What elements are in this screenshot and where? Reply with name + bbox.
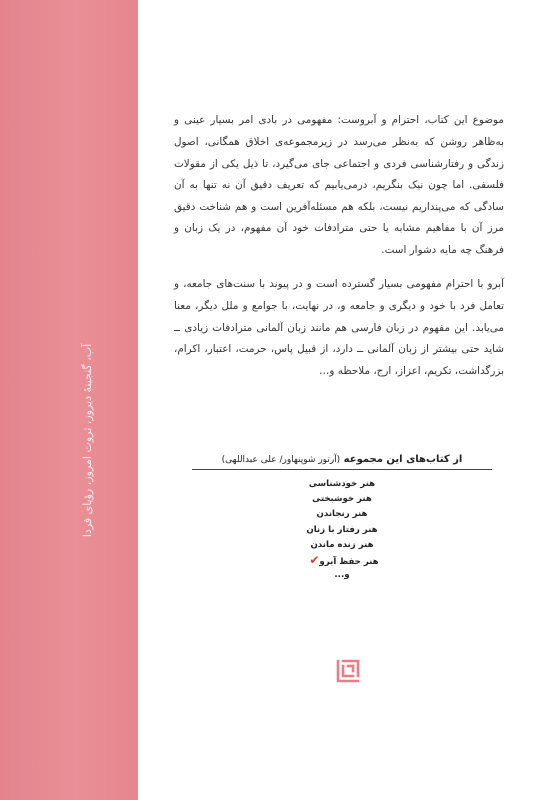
series-item — [192, 477, 492, 492]
series-item-label: هنر زنده ماندن — [310, 539, 374, 550]
series-item-label: هنر حفظ آبرو — [319, 556, 379, 567]
series-box — [192, 454, 492, 614]
spine-slogan: آب، گنجینهٔ دیروز، ثروت امروز، رؤیای فردا — [81, 343, 95, 537]
series-item-label: هنر رفتار با زنان — [306, 524, 378, 535]
series-list — [192, 477, 492, 583]
series-item-current — [192, 553, 492, 568]
series-subtitle: (آرتور شوپنهاور/ علی عبداللهی) — [221, 455, 341, 465]
description-paragraph-1: موضوع این کتاب، احترام و آبروست: مفهومی در بادی امر بسیار عینی و به‌ظاهر روشن که به‌نظر می‌رسد در زیرمجموعه‌ی اخلاق همگانی، اصول زندگی و رفتارشناسی فردی و اجتماعی جای می‌گیرد، تا ذیل یکی از مقولات فلسفی. اما چون نیک بنگریم، درمی‌یابیم که تعریف دقیق آن نه تنها به آن سادگی که می‌پنداریم نیست، بلکه هم مسئله‌آفرین است و هم شناخت دقیق مرز آن با مفاهیم مشابه یا حتی مترادفات خود آن مفهوم، در یک زبان و فرهنگ چه مایه دشوار است. — [174, 114, 504, 256]
spine-band — [0, 0, 138, 800]
description-paragraph-2: آبرو با احترام مفهومی بسیار گسترده است و در پیوند با سنت‌های جامعه، و تعامل فرد با خود و دیگری و جامعه و، در نهایت، با جوامع و ملل دیگر، معنا می‌یابد. این مفهوم در زبان فارسی هم مانند زبان آلمانی مترادفات زیادی ــ شاید حتی بیشتر از زبان آلمانی ــ دارد، از قبیل پاس، حرمت، اعتبار، اکرام، بزرگداشت، تکریم، اعزاز، ارج، ملاحظه و… — [174, 278, 504, 377]
series-item-label: هنر خوشبختی — [312, 494, 372, 505]
spine-text-wrap — [78, 330, 98, 550]
series-item-label: هنر رنجاندن — [316, 509, 368, 520]
series-item — [192, 523, 492, 538]
back-cover — [138, 0, 534, 800]
series-item — [192, 538, 492, 553]
series-item — [192, 507, 492, 522]
series-heading — [192, 454, 492, 470]
series-item — [192, 568, 492, 583]
series-item — [192, 492, 492, 507]
series-item-label: و... — [334, 570, 350, 581]
series-title: از کتاب‌های این مجموعه — [343, 454, 463, 465]
checkmark-icon: ✔ — [309, 552, 320, 567]
series-item-label: هنر خودشناسی — [308, 479, 376, 489]
publisher-logo — [335, 658, 361, 684]
